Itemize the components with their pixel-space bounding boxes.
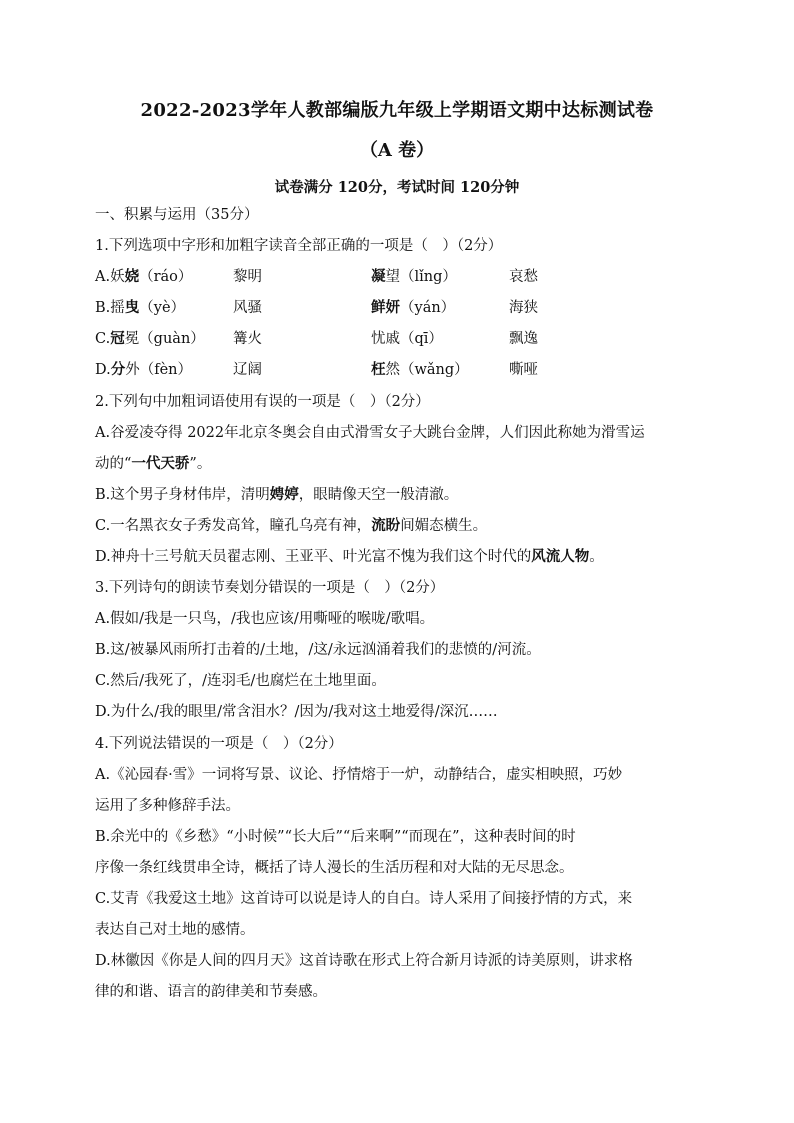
- q1-option-b-col3: 鲜妍（yán）: [371, 299, 456, 316]
- q1-option-c-col1: C.冠冕（guàn）: [95, 330, 205, 347]
- q1-option-d-col2: 辽阔: [233, 362, 262, 378]
- q4-option-c-line1: C.艾青《我爱这土地》这首诗可以说是诗人的自白。诗人采用了间接抒情的方式，来: [95, 891, 633, 907]
- exam-title: 2022-2023学年人教部编版九年级上学期语文期中达标测试卷: [140, 100, 654, 121]
- q2-option-c: C.一名黑衣女子秀发高耸，瞳孔乌亮有神，流盼间媚态横生。: [95, 517, 488, 534]
- q1-option-d-col1: D.分外（fèn）: [95, 361, 193, 378]
- q1-option-c-col2: 篝火: [233, 331, 262, 347]
- q1-option-a-col2: 黎明: [233, 269, 262, 285]
- q1-option-b-col1: B.摇曳（yè）: [95, 299, 186, 316]
- section-heading: 一、积累与运用（35分）: [95, 207, 259, 223]
- q4-option-c-line2: 表达自己对土地的感情。: [95, 922, 255, 938]
- question-2-stem: 2.下列句中加粗词语使用有误的一项是（ ）（2分）: [95, 394, 430, 410]
- q4-option-a-line2: 运用了多种修辞手法。: [95, 798, 240, 814]
- q3-option-c: C.然后/我死了，/连羽毛/也腐烂在土地里面。: [95, 673, 386, 689]
- q1-option-a-col4: 哀愁: [509, 269, 538, 285]
- q2-option-d: D.神舟十三号航天员翟志刚、王亚平、叶光富不愧为我们这个时代的风流人物。: [95, 548, 604, 565]
- q3-option-b: B.这/被暴风雨所打击着的/土地，/这/永远汹涌着我们的悲愤的/河流。: [95, 642, 541, 658]
- q4-option-a-line1: A.《沁园春·雪》一词将写景、议论、抒情熔于一炉，动静结合，虚实相映照，巧妙: [95, 767, 623, 783]
- q4-option-b-line1: B.余光中的《乡愁》“小时候”“长大后”“后来啊”“而现在”，这种表时间的时: [95, 829, 576, 845]
- q1-option-b-col2: 风骚: [233, 300, 262, 316]
- q4-option-d-line1: D.林徽因《你是人间的四月天》这首诗歌在形式上符合新月诗派的诗美原则，讲求格: [95, 953, 633, 969]
- q2-option-a-line1: A.谷爱凌夺得 2022年北京冬奥会自由式滑雪女子大跳台金牌，人们因此称她为滑雪运: [95, 425, 645, 441]
- q4-option-b-line2: 序像一条红线贯串全诗，概括了诗人漫长的生活历程和对大陆的无尽思念。: [95, 860, 574, 876]
- q1-option-a-col3: 凝望（lǐng）: [371, 268, 457, 285]
- q2-option-b: B.这个男子身材伟岸，清明娉婷，眼睛像天空一般清澈。: [95, 486, 459, 503]
- q1-option-b-col4: 海狭: [509, 300, 538, 316]
- question-3-stem: 3.下列诗句的朗读节奏划分错误的一项是（ ）（2分）: [95, 580, 445, 596]
- q2-option-a-line2: 动的“一代天骄”。: [95, 455, 212, 472]
- q3-option-d: D.为什么/我的眼里/常含泪水？/因为/我对这土地爱得/深沉……: [95, 704, 498, 720]
- exam-subtitle: （A 卷）: [359, 140, 435, 161]
- q1-option-d-col3: 枉然（wǎng）: [371, 361, 469, 378]
- q1-option-c-col3: 忧戚（qī）: [371, 331, 443, 347]
- q1-option-d-col4: 嘶哑: [509, 362, 538, 378]
- question-1-stem: 1.下列选项中字形和加粗字读音全部正确的一项是（ ）（2分）: [95, 238, 503, 254]
- q1-option-c-col4: 飘逸: [509, 331, 538, 347]
- q4-option-d-line2: 律的和谐、语言的韵律美和节奏感。: [95, 984, 327, 1000]
- q3-option-a: A.假如/我是一只鸟，/我也应该/用嘶哑的喉咙/歌唱。: [95, 611, 435, 627]
- exam-meta: 试卷满分 120分，考试时间 120分钟: [274, 179, 520, 196]
- q1-option-a-col1: A.妖娆（ráo）: [95, 268, 193, 285]
- question-4-stem: 4.下列说法错误的一项是（ ）（2分）: [95, 736, 343, 752]
